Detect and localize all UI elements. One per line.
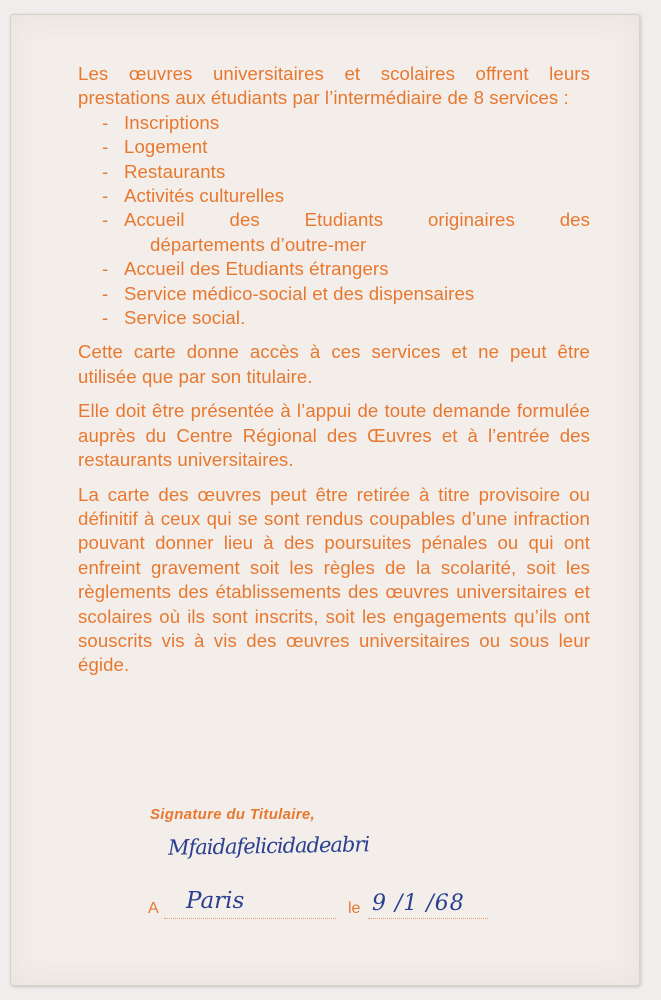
place-value: Paris xyxy=(186,888,245,914)
service-item: - Service médico-social et des dispensaires xyxy=(78,282,590,306)
service-item: - Inscriptions xyxy=(78,111,590,135)
card-text xyxy=(78,62,590,678)
place-dotted-line xyxy=(164,918,336,919)
service-item: - Accueil des Etudiants étrangers xyxy=(78,257,590,281)
date-label: le xyxy=(348,900,361,917)
signature-label: Signature du Titulaire, xyxy=(150,806,315,823)
service-item: - Activités culturelles xyxy=(78,184,590,208)
access-paragraph: Cette carte donne accès à ces services et ne peut être utilisée que par son titulaire. xyxy=(78,341,590,387)
services-list xyxy=(78,111,590,331)
intro-paragraph: Les œuvres universitaires et scolaires offrent leurs prestations aux étudiants par l’intermédiaire de 8 services : xyxy=(78,63,590,109)
handwritten-signature: Mfaidafelicidadeabri xyxy=(167,832,370,860)
service-item: - Restaurants xyxy=(78,160,590,184)
service-item: - Logement xyxy=(78,135,590,159)
date-value: 9 /1 /68 xyxy=(372,891,465,916)
service-item-line: départements d’outre-mer xyxy=(150,233,367,255)
service-item: - Service social. xyxy=(78,306,590,330)
presentation-paragraph: Elle doit être présentée à l’appui de toute demande formulée auprès du Centre Régional des Œuvres et à l’entrée des restaurants universitaires. xyxy=(78,400,590,471)
service-item xyxy=(78,208,590,257)
place-label: A xyxy=(148,900,159,917)
date-dotted-line xyxy=(368,918,488,919)
withdrawal-paragraph: La carte des œuvres peut être retirée à titre provisoire ou définitif à ceux qui se sont rendus coupables d’une infraction pouvant donner lieu à des poursuites pénales ou qui ont enfreint gravement soit les règles de la scolarité, soit les règlements des établissements des œuvres universitaires et scolaires où ils sont inscrits, soit les engagements qu’ils ont souscrits vis à vis des œuvres universitaires ou sous leur égide. xyxy=(78,483,590,676)
service-item-line: - Accueil des Etudiants originaires des xyxy=(124,209,590,231)
